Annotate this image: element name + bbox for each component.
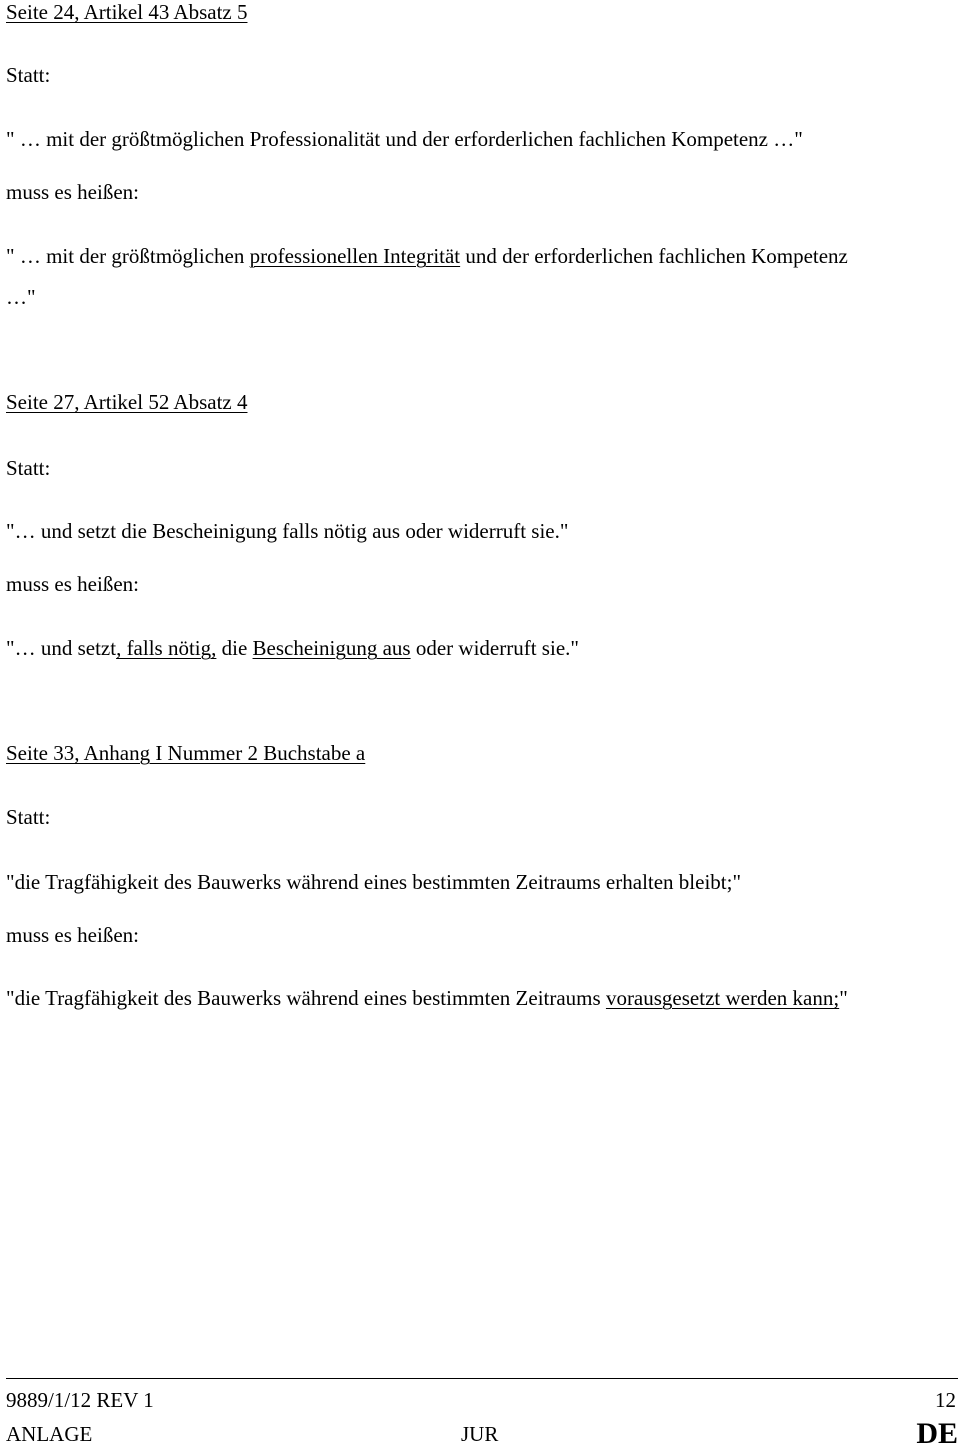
section-1-corrected-text	[6, 244, 848, 268]
corrected-segment: "	[839, 986, 848, 1010]
section-3-statt-label: Statt:	[6, 805, 51, 829]
footer-language: DE	[916, 1417, 958, 1450]
corrected-insertion: Bescheinigung aus	[252, 636, 411, 660]
corrected-segment: "… und setzt	[6, 636, 117, 660]
section-2-corrected-text	[6, 636, 579, 660]
corrected-segment: …"	[6, 285, 36, 309]
section-1-muss-label: muss es heißen:	[6, 180, 139, 204]
corrected-segment: "die Tragfähigkeit des Bauwerks während eines bestimmten Zeitraums	[6, 986, 606, 1010]
section-1-statt-label: Statt:	[6, 63, 51, 87]
footer-department: JUR	[461, 1422, 499, 1446]
footer-page-number: 12	[935, 1388, 956, 1412]
corrected-insertion: vorausgesetzt werden kann;	[605, 986, 840, 1010]
section-3-original-text: "die Tragfähigkeit des Bauwerks während eines bestimmten Zeitraums erhalten bleibt;"	[6, 870, 742, 894]
footer-annex: ANLAGE	[6, 1422, 93, 1446]
section-2-heading: Seite 27, Artikel 52 Absatz 4	[6, 390, 248, 414]
section-2-statt-label: Statt:	[6, 456, 51, 480]
section-3-heading: Seite 33, Anhang I Nummer 2 Buchstabe a	[6, 741, 366, 765]
corrected-segment: " … mit der größtmöglichen	[6, 244, 250, 268]
corrected-segment: oder widerruft sie."	[410, 636, 579, 660]
corrected-insertion: professionellen Integrität	[249, 244, 461, 268]
section-3-muss-label: muss es heißen:	[6, 923, 139, 947]
footer-divider	[6, 1378, 958, 1379]
section-1-heading: Seite 24, Artikel 43 Absatz 5	[6, 0, 248, 24]
corrected-insertion: , falls nötig,	[116, 636, 217, 660]
section-2-muss-label: muss es heißen:	[6, 572, 139, 596]
section-3-corrected-text	[6, 986, 848, 1010]
footer-doc-ref: 9889/1/12 REV 1	[6, 1388, 154, 1412]
corrected-segment: und der erforderlichen fachlichen Kompetenz	[460, 244, 848, 268]
section-2-original-text: "… und setzt die Bescheinigung falls nötig aus oder widerruft sie."	[6, 519, 569, 543]
section-1-original-text: " … mit der größtmöglichen Professionalität und der erforderlichen fachlichen Kompetenz …"	[6, 127, 803, 151]
section-1-corrected-text-continued	[6, 285, 36, 309]
corrected-segment: die	[216, 636, 253, 660]
